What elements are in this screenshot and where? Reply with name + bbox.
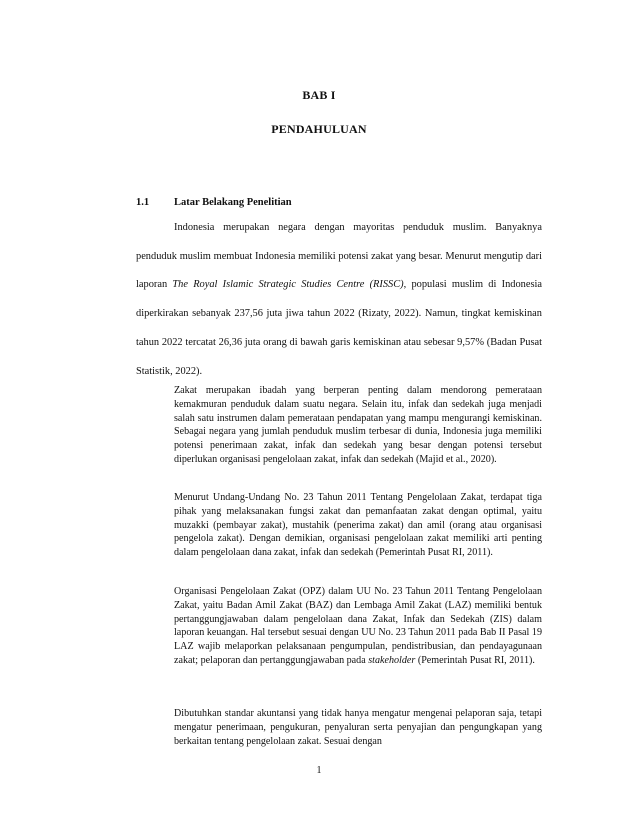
section-title: Latar Belakang Penelitian: [174, 197, 292, 208]
quote-text: Organisasi Pengelolaan Zakat (OPZ) dalam UU No. 23 Tahun 2011 Tentang Pengelolaan Zakat, yaitu Badan Amil Zakat (BAZ) dan Lembaga Amil Zakat (LAZ) memiliki bentuk pertanggungjawaban dalam pengelolaan dana Zakat, Infak dan Sedekah (ZIS) dalam laporan keuangan. Hal tersebut sesuai dengan UU No. 23 Tahun 2011 pada Bab II Pasal 19 LAZ wajib melaporkan pelaksanaan pengumpulan, pendistribusian, dan pendayagunaan zakat; pelaporan dan pertanggungjawaban pada: [174, 586, 542, 666]
chapter-title: BAB I: [302, 88, 336, 102]
body-italic-text: The Royal Islamic Strategic Studies Centre (RISSC): [172, 279, 404, 291]
section-number: 1.1: [136, 197, 150, 208]
quote-italic-text: stakeholder: [368, 654, 416, 666]
quote-text: (Pemerintah Pusat RI, 2011).: [415, 654, 535, 666]
block-quote: Dibutuhkan standar akuntansi yang tidak hanya mengatur mengenai pelaporan saja, tetapi mengatur penerimaan, pengukuran, penyaluran serta penyajian dan pengungkapan yang berkaitan tentang pengelolaan zakat. Sesuai dengan: [174, 708, 542, 747]
body-text: Indonesia merupakan negara dengan mayoritas penduduk muslim. Banyaknya penduduk muslim membuat Indonesia memiliki potensi zakat yang besar. Menurut mengutip dari laporan: [136, 222, 542, 291]
body-paragraph: [136, 214, 542, 386]
body-text: , populasi muslim di Indonesia diperkirakan sebanyak 237,56 juta jiwa tahun 2022 (Rizaty, 2022). Namun, tingkat kemiskinan tahun 2022 tercatat 26,36 juta orang di bawah garis kemiskinan atau sebesar 9,57% (Badan Pusat Statistik, 2022).: [136, 279, 543, 377]
block-quote: Menurut Undang-Undang No. 23 Tahun 2011 Tentang Pengelolaan Zakat, terdapat tiga pihak yang melaksanakan fungsi zakat dan pemanfaatan zakat dengan optimal, yaitu muzakki (pembayar zakat), mustahik (penerima zakat) dan amil (orang atau organisasi pengelola zakat). Dengan demikian, organisasi pengelolaan zakat memiliki arti penting dalam pengelolaan dana zakat, infak dan sedekah (Pemerintah Pusat RI, 2011).: [174, 492, 542, 559]
block-quote: Zakat merupakan ibadah yang berperan penting dalam mendorong pemerataan kemakmuran penduduk dalam suatu negara. Selain itu, infak dan sedekah juga menjadi salah satu instrumen dalam pemerataan pendapatan yang mampu mengurangi kemiskinan. Sebagai negara yang jumlah penduduk muslim terbesar di dunia, Indonesia juga memiliki potensi penerimaan zakat, infak dan sedekah yang besar dengan potensi tersebut diperlukan organisasi pengelolaan zakat, infak dan sedekah (Majid et al., 2020).: [174, 385, 542, 465]
page-number: 1: [316, 765, 322, 776]
block-quote: [174, 585, 542, 668]
chapter-heading: PENDAHULUAN: [271, 122, 367, 136]
